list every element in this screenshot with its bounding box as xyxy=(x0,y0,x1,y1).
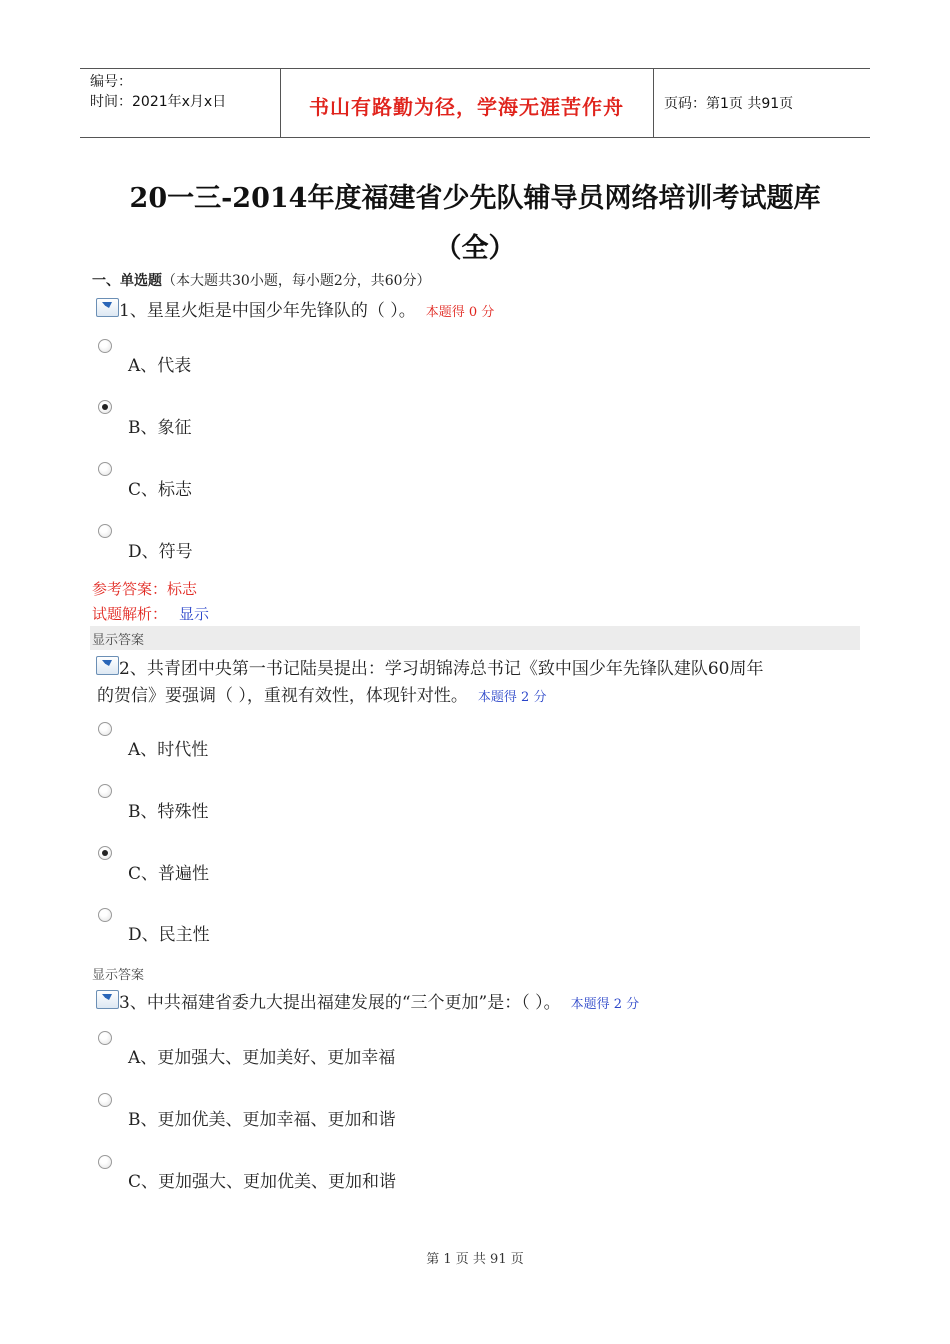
question-3-score: 本题得 2 分 xyxy=(570,997,640,1012)
radio-q1-d[interactable] xyxy=(98,524,112,538)
section-label: 一、单选题 xyxy=(92,273,162,289)
option-q2-d: D、民主性 xyxy=(128,925,210,945)
question-1-score: 本题得 0 分 xyxy=(425,305,495,320)
header-motto-cell xyxy=(280,69,654,137)
option-q1-d: D、符号 xyxy=(128,542,193,562)
radio-q2-c[interactable] xyxy=(98,846,112,860)
page-title-suffix: （全） xyxy=(434,233,516,264)
show-answer-bar[interactable] xyxy=(90,626,860,650)
question-flag-icon[interactable] xyxy=(96,990,119,1009)
option-q2-b: B、特殊性 xyxy=(128,802,209,822)
option-q3-a: A、更加强大、更加美好、更加幸福 xyxy=(128,1048,396,1068)
radio-q1-c[interactable] xyxy=(98,462,112,476)
option-q3-b: B、更加优美、更加幸福、更加和谐 xyxy=(128,1110,396,1130)
question-3-text: 3、中共福建省委九大提出福建发展的“三个更加”是：（ ）。 本题得 2 分 xyxy=(119,993,640,1013)
page-footer: 第 1 页 共 91 页 xyxy=(426,1252,524,1267)
header-meta-cell xyxy=(80,69,281,137)
question-2-text-cont: 的贺信》要强调（ ），重视有效性，体现针对性。 本题得 2 分 xyxy=(97,686,547,706)
question-1-text: 1、星星火炬是中国少年先锋队的（ ）。 本题得 0 分 xyxy=(119,301,495,321)
radio-q2-b[interactable] xyxy=(98,784,112,798)
analysis-show-link[interactable]: 显示 xyxy=(179,605,210,623)
option-q1-b: B、象征 xyxy=(128,418,192,438)
option-q2-c: C、普遍性 xyxy=(128,864,210,884)
question-flag-icon[interactable] xyxy=(96,656,119,675)
radio-q2-a[interactable] xyxy=(98,722,112,736)
analysis-row xyxy=(92,603,209,624)
radio-q3-b[interactable] xyxy=(98,1093,112,1107)
page-title: 20一三-2014年度福建省少先队辅导员网络培训考试题库 xyxy=(129,183,821,214)
radio-q2-d[interactable] xyxy=(98,908,112,922)
radio-q1-a[interactable] xyxy=(98,339,112,353)
option-q1-a: A、代表 xyxy=(128,356,192,376)
radio-q3-a[interactable] xyxy=(98,1031,112,1045)
option-q2-a: A、时代性 xyxy=(128,740,209,760)
page-info: 页码：第1页 共91页 xyxy=(664,96,794,112)
motto: 书山有路勤为径，学海无涯苦作舟 xyxy=(309,95,624,119)
time-label: 时间：2021年x月x日 xyxy=(90,94,227,110)
number-label: 编号： xyxy=(90,74,132,90)
option-q1-c: C、标志 xyxy=(128,480,193,500)
question-2-score: 本题得 2 分 xyxy=(477,690,547,705)
radio-q1-b[interactable] xyxy=(98,400,112,414)
analysis-label: 试题解析： xyxy=(92,605,168,623)
radio-q3-c[interactable] xyxy=(98,1155,112,1169)
header-table xyxy=(80,68,870,138)
show-answer-link-q2[interactable]: 显示答案 xyxy=(92,968,145,983)
reference-answer: 参考答案：标志 xyxy=(92,580,198,598)
question-2-text: 2、共青团中央第一书记陆昊提出：学习胡锦涛总书记《致中国少年先锋队建队60周年 xyxy=(119,659,764,679)
section-note: （本大题共30小题，每小题2分，共60分） xyxy=(162,273,431,289)
option-q3-c: C、更加强大、更加优美、更加和谐 xyxy=(128,1172,397,1192)
header-page-cell xyxy=(654,69,870,137)
show-answer-link-q1[interactable]: 显示答案 xyxy=(92,633,145,648)
question-flag-icon[interactable] xyxy=(96,298,119,317)
section-heading xyxy=(92,270,431,290)
